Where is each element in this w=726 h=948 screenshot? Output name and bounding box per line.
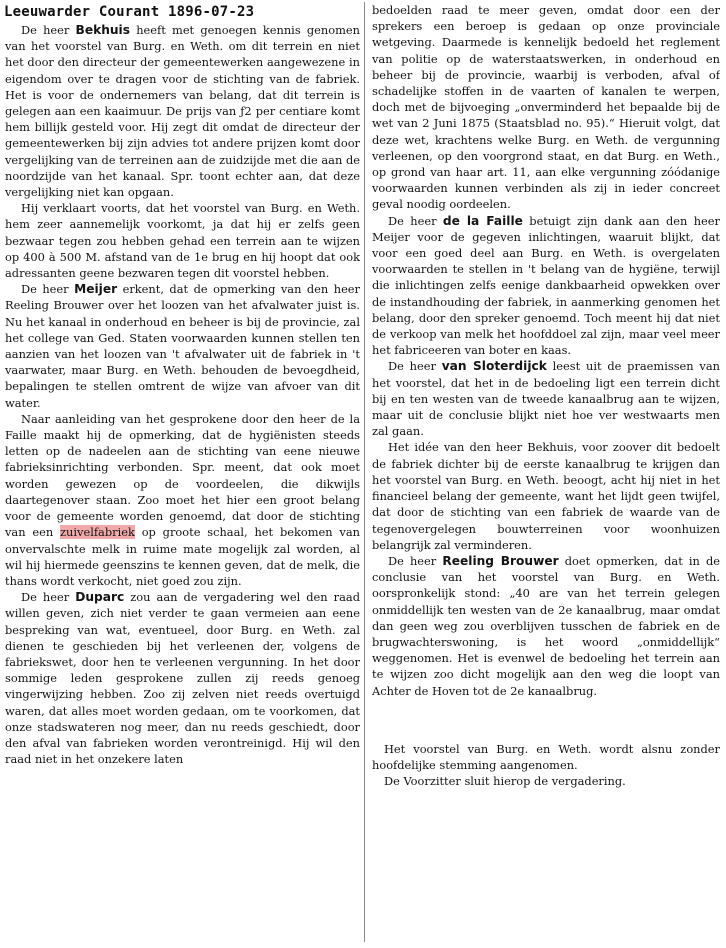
paragraph: Het idée van den heer Bekhuis, voor zoover dit bedoelt de fabriek dichter bij de eerste kanaalbrug te krijgen dan het voorstel van Burg. en Weth. beoogt, acht hij niet in het financieel belang der gemeente, want het lijdt geen twijfel, dat door de stichting van een fabriek de waarde van de tegenovergelegen bouwterreinen voor woonhuizen belangrijk zal verminderen. [372,440,720,552]
speaker-name: Meijer [74,282,118,297]
speaker-name: Duparc [75,590,125,605]
column-divider [364,2,365,942]
paragraph-meijer: De heer Meijer erkent, dat de opmerking van den heer Reeling Brouwer over het loozen van het afvalwater juist is. Nu het kanaal in onderhoud en beheer is bij de provincie, zal het college van Ged. Staten voorwaarden kunnen stellen ten aanzien van het loozen van 't afvalwater uit de fabriek in 't vaarwater, maar Burg. en Weth. behouden de bevoegdheid, bepalingen te stellen omtrent de wijze van afvoer van dit water. [5,282,360,410]
paragraph-reeling-brouwer: De heer Reeling Brouwer doet opmerken, dat in de conclusie van het voorstel van Burg. en Weth. oorspronkelijk stond: „40 are van het terrein gelegen onmiddellijk ten westen van de 2e kanaalbrug, maar omdat dan geen weg zou overblijven tusschen de fabriek en de brugwachterswoning, is het woord „onmiddellijk“ weggenomen. Het is evenwel de bedoeling het terrein aan te wijzen zoo dicht mogelijk aan den weg die loopt van Achter de Hoven tot de 2e kanaalbrug. [372,553,720,698]
highlighted-term: zuivelfabriek [60,525,135,540]
paragraph-de-la-faille: De heer de la Faille betuigt zijn dank aan den heer Meijer voor de gegeven inlichtingen, waaruit blijkt, dat voor een goed deel aan Burg. en Weth. is overgelaten voorwaarden te stellen in 't belang van de hygiëne, terwijl die inlichtingen zelfs eenige dankbaarheid opwekken over de instandhouding der fabriek, in aanmerking genomen het belang, door den spreker genoemd. Toch meent hij dat niet de verkoop van melk het hoofddoel zal zijn, maar veel meer het fabriceeren van boter en kaas. [372,213,720,358]
closing-line: Het voorstel van Burg. en Weth. wordt alsnu zonder hoofdelijke stemming aangenomen. [372,741,720,772]
paragraph-duparc: De heer Duparc zou aan de vergadering wel den raad willen geven, zich niet verder te gaan vermeien aan eene bespreking van wat, eventueel, door Burg. en Weth. zal dienen te geschieden bij het verleenen der, volgens de fabriekswet, door hen te verleenen vergunning. In het door sommige leden gesprokene zullen zij reeds genoeg vingerwijzing hebben. Zoo zij zelven niet reeds overtuigd waren, dat alles moet worden gedaan, om te voorkomen, dat onze stadswateren nog meer, dan nu reeds geschiedt, door den afval van fabrieken worden verontreinigd. Hij wil den raad niet in het onzekere laten [5,590,360,767]
paragraph-bekhuis: De heer Bekhuis heeft met genoegen kennis genomen van het voorstel van Burg. en Weth. om dit terrein en niet het door den directeur der gemeentewerken aangewezene in eigendom over te dragen voor de stichting van de fabriek. Het is voor de ondernemers van belang, dat dit terrein is gelegen aan een kaaimuur. De prijs van ƒ2 per centiare komt hem billijk gesteld voor. Hij zegt dit omdat de directeur der gemeentewerken bij zijn advies tot andere prijzen komt door vergelijking van de terreinen aan de zuidzijde met die aan de noordzijde van het kanaal. Spr. toont echter aan, dat deze vergelijking niet kan opgaan. [5,23,360,200]
paragraph: Hij verklaart voorts, dat het voorstel van Burg. en Weth. hem zeer aannemelijk voorkomt, ja dat hij er zelfs geen bezwaar tegen zou hebben gehad een terrein aan te wijzen op 400 à 500 M. afstand van de 1e brug en hij hoopt dat ook adressanten geene bezwaren tegen dit voorstel hebben. [5,201,360,281]
speaker-name: van Sloterdijck [441,359,547,374]
column-right [372,2,720,942]
speaker-name: Bekhuis [75,23,130,37]
closing-notes [372,741,720,790]
column-left [5,22,360,946]
spacer [372,699,720,741]
closing-line: De Voorzitter sluit hierop de vergadering. [384,774,626,789]
page-header: Leeuwarder Courant 1896-07-23 [4,4,255,20]
speaker-name: de la Faille [442,213,523,228]
paragraph-continuation: bedoelden raad te meer geven, omdat door een der sprekers een beroep is gedaan op onze provinciale wetgeving. Daarmede is kennelijk bedoeld het reglement van politie op de waterstaatswerken, in onderhoud en beheer bij de provincie, waarbij is verboden, afval of schadelijke stoffen in de vaarten of kanalen te werpen, doch met de bijvoeging „onverminderd het bepaalde bij de wet van 2 Juni 1875 (Staatsblad no. 95).“ Hieruit volgt, dat deze wet, krachtens welke Burg. en Weth. de vergunning verleenen, op den voorgrond staat, en dat Burg. en Weth., op grond van haar art. 11, aan elke vergunning zóódanige voorwaarden kunnen verbinden als zij in ieder concreet geval noodig oordeelen. [372,3,720,212]
paragraph-van-sloterdijck: De heer van Sloterdijck leest uit de praemissen van het voorstel, dat het in de bedoeling ligt een terrein dicht bij en ten westen van de tweede kanaalbrug aan te wijzen, maar uit de conclusie blijkt niet hoe ver westwaarts men zal gaan. [372,359,720,439]
paragraph: Naar aanleiding van het gesprokene door den heer de la Faille maakt hij de opmerking, dat de hygiënisten steeds letten op de nadeelen aan de stichting van eene nieuwe fabrieksinrichting verbonden. Spr. meent, dat ook moet worden gewezen op de voordeelen, die dikwijls daartegenover staan. Zoo moet het hier een groot belang voor de gemeente worden genoemd, dat door de stichting van een zuivelfabriek op groote schaal, het bekomen van onvervalschte melk in ruime mate mogelijk zal worden, al wil hij hiermede geenszins te kennen geven, dat de melk, die thans wordt verkocht, niet goed zou zijn. [5,411,360,588]
speaker-name: Reeling Brouwer [442,553,559,568]
